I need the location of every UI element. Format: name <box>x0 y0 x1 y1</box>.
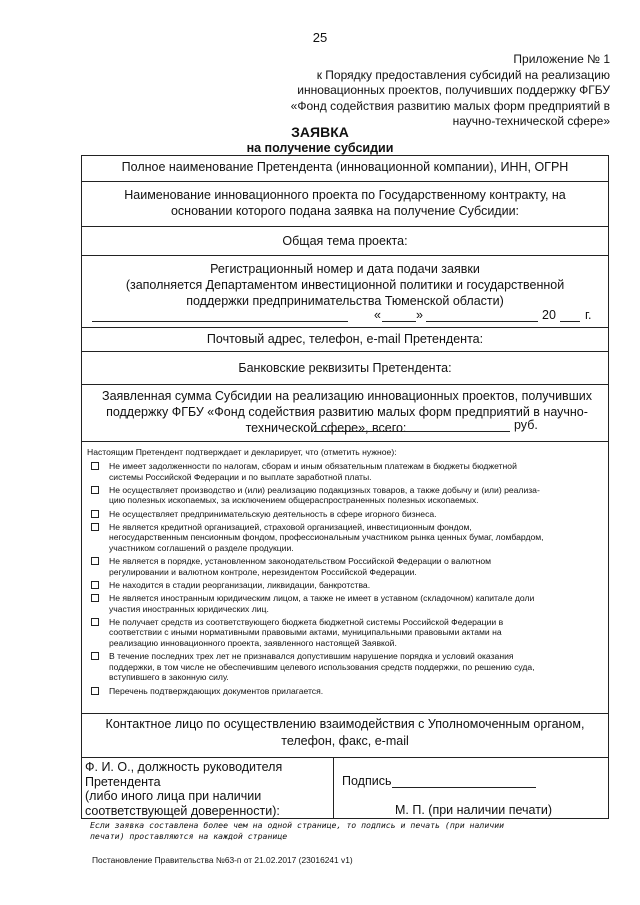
appendix-line: «Фонд содействия развитию малых форм предприятий в <box>290 98 610 113</box>
quote-close: » <box>416 308 423 322</box>
page-number: 25 <box>312 30 328 45</box>
declaration-intro: Настоящим Претендент подтверждает и декларирует, что (отметить нужное): <box>87 447 397 457</box>
row-text-line: поддержки предпринимательства Тюменской области) <box>186 294 504 308</box>
appendix-line: научно-технической сфере» <box>452 114 610 128</box>
row-project-theme: Общая тема проекта: <box>282 234 408 248</box>
item-text: Не находится в стадии реорганизации, ликвидации, банкротства. <box>109 579 371 590</box>
declaration-item <box>89 461 601 482</box>
row-text-line: основании которого подана заявка на получение Субсидии: <box>170 204 520 218</box>
row-divider <box>81 181 609 182</box>
item-text: участия иностранных юридических лиц. <box>109 603 269 614</box>
declaration-item <box>89 522 601 554</box>
item-text: В течение последних трех лет не признавался допустившим нарушение порядка и условий оказания <box>109 651 514 662</box>
year-prefix: 20 <box>542 308 556 322</box>
row-divider <box>81 441 609 442</box>
declaration-list <box>89 461 601 699</box>
row-contact-person <box>81 716 609 750</box>
currency-label: руб. <box>514 418 538 432</box>
item-text: Не является в порядке, установленном законодательством Российской Федерации о валютном <box>109 556 492 567</box>
signatory-label <box>85 760 329 818</box>
declaration-item <box>89 580 601 591</box>
item-text: поддержки, в том числе не обеспечившим целевого использования средств поддержки, по решению суда, <box>109 661 535 672</box>
row-text-line: Регистрационный номер и дата подачи заявки <box>210 262 480 276</box>
appendix-line: к Порядку предоставления субсидий на реализацию <box>316 67 610 82</box>
item-text: Не является иностранным юридическим лицом, а также не имеет в уставном (складочном) капитале доли <box>109 593 535 604</box>
row-divider <box>81 351 609 352</box>
row-registration <box>81 261 609 309</box>
page-note <box>90 820 590 841</box>
item-text: цию полезных ископаемых, за исключением общераспространенных полезных ископаемых. <box>109 495 479 506</box>
row-text-line: Контактное лицо по осуществлению взаимодействия с Уполномоченным органом, <box>105 717 585 731</box>
row-project-name <box>81 187 609 219</box>
signature-label: Подпись <box>342 774 392 788</box>
declaration-item <box>89 509 601 520</box>
item-text: Не имеет задолженности по налогам, сборам и иным обязательным платежам в бюджеты бюджетной <box>109 461 517 471</box>
row-divider <box>81 327 609 328</box>
form-title: ЗАЯВКА <box>291 124 349 140</box>
item-text: Не получает средств из соответствующего бюджета бюджетной системы Российской Федерации в <box>109 616 504 627</box>
declaration-item <box>89 651 601 683</box>
registration-month-field[interactable] <box>426 321 538 322</box>
checkbox[interactable] <box>91 557 99 565</box>
row-text-line: Заявленная сумма Субсидии на реализацию инновационных проектов, получивших <box>102 389 592 403</box>
subsidy-amount-field[interactable] <box>314 431 510 432</box>
item-text: системы Российской Федерации и по выплате заработной платы. <box>109 471 372 482</box>
declaration-item <box>89 556 601 577</box>
checkbox[interactable] <box>91 594 99 602</box>
declaration-item <box>89 617 601 649</box>
registration-day-field[interactable] <box>382 321 416 322</box>
item-text: реализацию инновационного проекта, заявленного настоящей Заявкой. <box>109 638 397 649</box>
checkbox[interactable] <box>91 581 99 589</box>
item-text: Перечень подтверждающих документов прилагается. <box>109 685 324 696</box>
appendix-line: инновационных проектов, получивших поддержку ФГБУ <box>297 83 610 97</box>
row-contacts: Почтовый адрес, телефон, e-mail Претендента: <box>206 332 484 346</box>
item-text: участником соглашений о разделе продукции. <box>109 542 294 553</box>
note-line: Если заявка составлена более чем на одной странице, то подпись и печать (при наличии <box>90 820 505 830</box>
row-divider <box>81 226 609 227</box>
row-text-line: (заполняется Департаментом инвестиционной политики и государственной <box>125 278 565 292</box>
checkbox[interactable] <box>91 687 99 695</box>
item-text: Не является кредитной организацией, страховой организацией, инвестиционным фондом, <box>109 521 472 532</box>
seal-label: М. П. (при наличии печати) <box>395 803 553 817</box>
row-divider <box>81 255 609 256</box>
checkbox[interactable] <box>91 486 99 494</box>
quote-open: « <box>374 308 381 322</box>
signature-divider <box>333 757 334 819</box>
appendix-block <box>270 52 610 130</box>
appendix-line: Приложение № 1 <box>513 52 610 66</box>
row-full-name: Полное наименование Претендента (инновационной компании), ИНН, ОГРН <box>121 160 569 174</box>
row-text-line: (либо иного лица при наличии <box>85 789 262 803</box>
item-text: Не осуществляет производство и (или) реализацию подакцизных товаров, а также добычу и (или) реализа- <box>109 484 540 495</box>
row-text-line: Претендента <box>85 774 161 789</box>
row-text-line: телефон, факс, e-mail <box>281 734 409 748</box>
item-text: регулировании и валютном контроле, нерезидентом Российской Федерации. <box>109 566 417 577</box>
row-divider <box>81 757 609 758</box>
row-divider <box>81 713 609 714</box>
checkbox[interactable] <box>91 618 99 626</box>
item-text: Не осуществляет предпринимательскую деятельность в сфере игорного бизнеса. <box>109 508 437 519</box>
checkbox[interactable] <box>91 523 99 531</box>
row-text-line: соответствующей доверенности): <box>85 803 280 818</box>
row-text-line: поддержку ФГБУ «Фонд содействия развитию малых форм предприятий в научно- <box>106 405 588 419</box>
checkbox[interactable] <box>91 652 99 660</box>
checkbox[interactable] <box>91 510 99 518</box>
form-subtitle: на получение субсидии <box>246 141 394 155</box>
document-footer: Постановление Правительства №63-п от 21.02.2017 (23016241 v1) <box>92 855 353 865</box>
year-suffix: г. <box>585 308 592 322</box>
item-text: соответствии с иными нормативными правовыми актами, муниципальными правовыми актами на <box>109 627 502 638</box>
item-text: негосударственным пенсионным фондом, профессиональным участником рынка ценных бумаг, ломбардом, <box>109 532 544 543</box>
declaration-item <box>89 686 601 697</box>
checkbox[interactable] <box>91 462 99 470</box>
row-divider <box>81 384 609 385</box>
signature-field[interactable] <box>392 787 536 788</box>
declaration-item <box>89 485 601 506</box>
row-text-line: технической сфере», всего: <box>245 421 407 435</box>
row-text-line: Наименование инновационного проекта по Государственному контракту, на <box>124 188 566 202</box>
row-text-line: Ф. И. О., должность руководителя <box>85 760 283 774</box>
registration-year-field[interactable] <box>560 321 580 322</box>
note-line: печати) проставляются на каждой странице <box>90 830 288 841</box>
row-bank-details: Банковские реквизиты Претендента: <box>238 361 452 375</box>
declaration-item <box>89 593 601 614</box>
item-text: вступившего в законную силу. <box>109 672 229 683</box>
registration-number-field[interactable] <box>92 321 348 322</box>
